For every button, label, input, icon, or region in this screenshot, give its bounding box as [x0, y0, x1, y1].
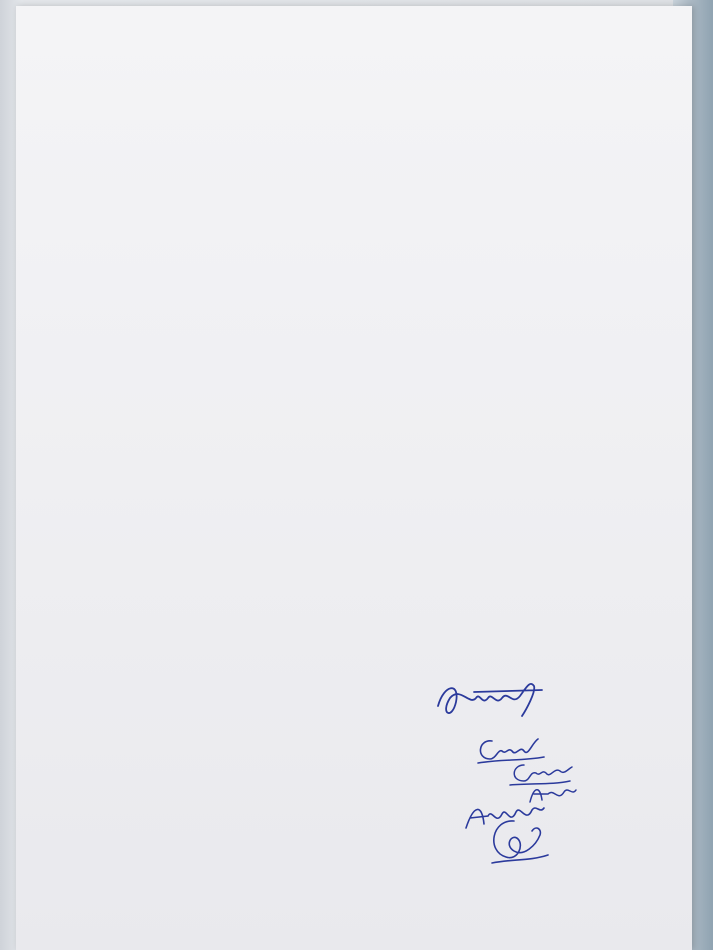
document-page	[16, 6, 692, 950]
member-signature	[484, 815, 554, 872]
chairman-signature	[430, 676, 550, 731]
